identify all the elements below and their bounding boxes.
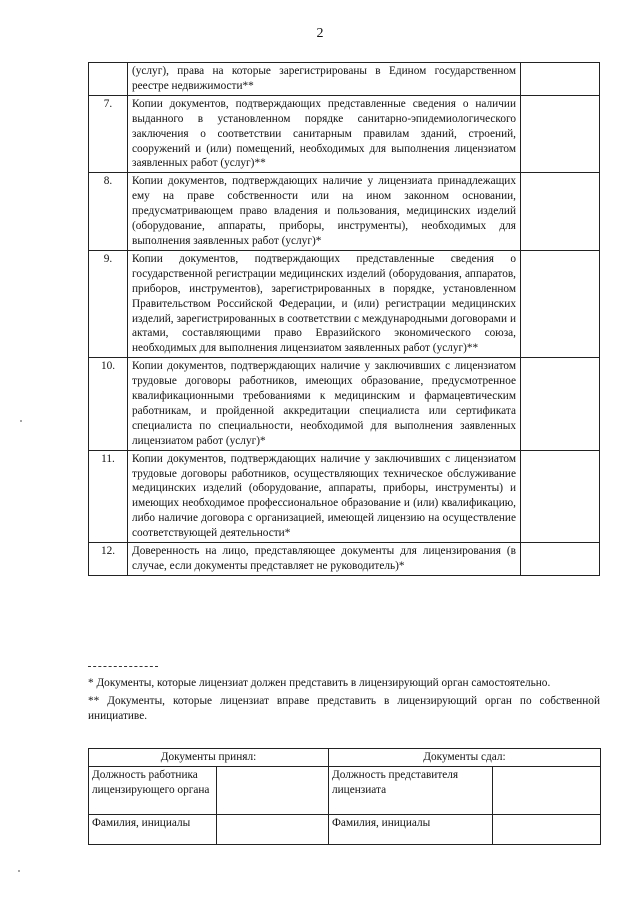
submitter-position-field[interactable] <box>493 766 601 814</box>
row-document-description: Копии документов, подтверждающих наличие у заключивших с лицензиатом трудовые договоры работников, осуществляющих техническое обслуживание медицинских изделий (оборудование, аппараты, приборы, инструменты) и имеющих необходимое профессиональное образование и (или) квалификацию, либо наличие договора с организацией, имеющей лицензию на осуществление соответствующей деятельности* <box>128 450 521 542</box>
receiver-position-label: Должность работника лицензирующего органа <box>89 766 217 814</box>
page-number: 2 <box>316 26 324 41</box>
row-document-description: Копии документов, подтверждающих наличие у заключивших с лицензиатом трудовые договоры работников, имеющих образование, предусмотренное квалификационными требованиями к медицинским и фармацевтическим работникам, и пройденной аккредитации специалиста или сертификата специалиста по специальности, необходимой для выполнения заявленных лицензиатом работ (услуг)* <box>128 358 521 450</box>
receiver-name-field[interactable] <box>217 814 329 844</box>
row-number: 9. <box>89 250 128 357</box>
table-row <box>89 95 600 173</box>
table-row <box>89 173 600 251</box>
submitter-name-field[interactable] <box>493 814 601 844</box>
scan-speck <box>18 870 20 872</box>
row-mark-cell[interactable] <box>521 63 600 96</box>
footnote-divider <box>88 666 158 667</box>
row-number: 10. <box>89 358 128 450</box>
row-mark-cell[interactable] <box>521 450 600 542</box>
row-number: 12. <box>89 543 128 576</box>
row-mark-cell[interactable] <box>521 250 600 357</box>
row-document-description: Копии документов, подтверждающих наличие у лицензиата принадлежащих ему на праве собственности или на ином законном основании, предусматривающем право владения и пользования, медицинских изделий (оборудование, аппараты, приборы, инструменты), необходимых для выполнения заявленных работ (услуг)* <box>128 173 521 251</box>
table-row <box>89 450 600 542</box>
footnote-double-star: ** Документы, которые лицензиат вправе представить в лицензирующий орган по собственной инициативе. <box>88 694 600 722</box>
row-document-description: Доверенность на лицо, представляющее документы для лицензирования (в случае, если документы представляет не руководитель)* <box>128 543 521 576</box>
signature-table <box>88 748 601 845</box>
table-row <box>89 358 600 450</box>
table-row <box>89 63 600 96</box>
receiver-name-label: Фамилия, инициалы <box>89 814 217 844</box>
row-document-description: (услуг), права на которые зарегистрированы в Едином государственном реестре недвижимости** <box>128 63 521 96</box>
receiver-position-field[interactable] <box>217 766 329 814</box>
row-number <box>89 63 128 96</box>
table-row <box>89 543 600 576</box>
submitted-header: Документы сдал: <box>329 749 601 767</box>
submitter-position-label: Должность представителя лицензиата <box>329 766 493 814</box>
submitter-name-label: Фамилия, инициалы <box>329 814 493 844</box>
scan-speck <box>20 420 22 422</box>
row-mark-cell[interactable] <box>521 358 600 450</box>
row-document-description: Копии документов, подтверждающих представленные сведения о государственной регистрации медицинских изделий (оборудования, аппаратов, приборов, инструментов), зарегистрированных в порядке, установленном Правительством Российской Федерации, и (или) регистрации медицинских изделий, зарегистрированных в соответствии с международными договорами и актами, составляющими право Евразийского экономического союза, необходимых для выполнения лицензиатом заявленных работ (услуг)** <box>128 250 521 357</box>
documents-table <box>88 62 600 576</box>
row-mark-cell[interactable] <box>521 95 600 173</box>
footnotes <box>88 676 600 727</box>
footnote-single-star: * Документы, которые лицензиат должен представить в лицензирующий орган самостоятельно. <box>88 677 551 689</box>
row-number: 7. <box>89 95 128 173</box>
row-mark-cell[interactable] <box>521 543 600 576</box>
accepted-header: Документы принял: <box>89 749 329 767</box>
row-document-description: Копии документов, подтверждающих представленные сведения о наличии выданного в установленном порядке санитарно-эпидемиологического заключения о соответствии санитарным правилам зданий, строений, сооружений и (или) помещений, необходимых для выполнения лицензиатом заявленных работ (услуг)** <box>128 95 521 173</box>
row-number: 8. <box>89 173 128 251</box>
row-number: 11. <box>89 450 128 542</box>
table-row <box>89 250 600 357</box>
row-mark-cell[interactable] <box>521 173 600 251</box>
